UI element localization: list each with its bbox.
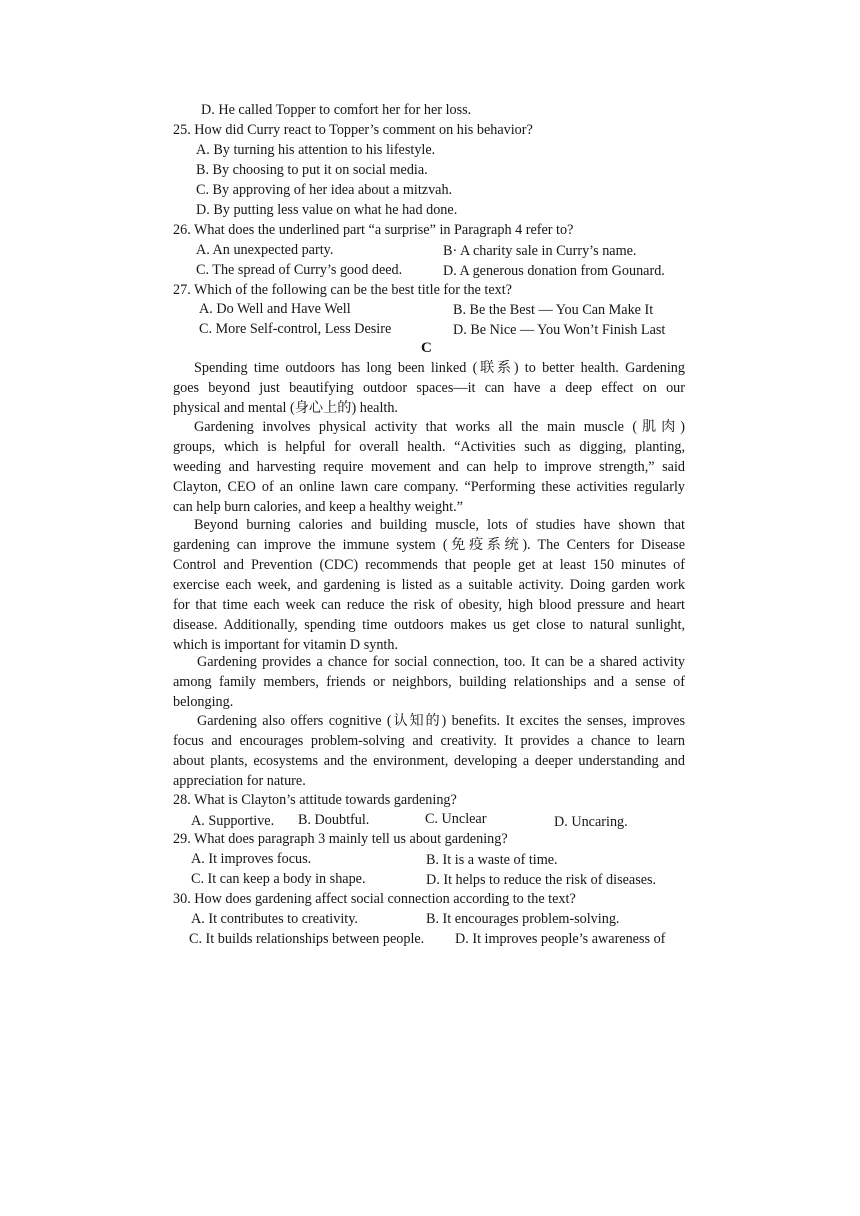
paragraph-line: among family members, friends or neighbors, building relationships and a sense of	[173, 674, 685, 690]
paragraph-line: can help burn calories, and keep a healthy weight.”	[173, 499, 463, 515]
paragraph-line: goes beyond just beautifying outdoor spaces—it can have a deep effect on our	[173, 380, 685, 396]
q29-stem: 29. What does paragraph 3 mainly tell us about gardening?	[173, 831, 508, 847]
q30-option-b: B. It encourages problem-solving.	[426, 911, 620, 927]
q30-option-c: C. It builds relationships between people.	[189, 931, 425, 947]
q26-option-a: A. An unexpected party.	[196, 242, 334, 258]
q25-option-c: C. By approving of her idea about a mitzvah.	[196, 182, 453, 198]
q30-option-a: A. It contributes to creativity.	[191, 911, 358, 927]
q25-option-b: B. By choosing to put it on social media.	[196, 162, 428, 178]
q27-option-d: D. Be Nice — You Won’t Finish Last	[453, 322, 666, 338]
q29-option-a: A. It improves focus.	[191, 851, 312, 867]
paragraph-line: exercise each week, and gardening is listed as a suitable activity. Doing garden work	[173, 577, 685, 593]
paragraph-line: Gardening involves physical activity that works all the main muscle (肌肉)	[194, 419, 685, 435]
passage-paragraph-3	[173, 515, 685, 655]
q25-stem: 25. How did Curry react to Topper’s comment on his behavior?	[173, 122, 533, 138]
q27-option-c: C. More Self-control, Less Desire	[199, 321, 392, 337]
q30-option-d: D. It improves people’s awareness of	[455, 931, 666, 947]
paragraph-line: focus and encourages problem-solving and creativity. It provides a chance to learn	[173, 733, 685, 749]
paragraph-line: disease. Additionally, spending time outdoors makes us get close to natural sunlight,	[173, 617, 685, 633]
passage-paragraph-2	[173, 417, 685, 517]
paragraph-line: gardening can improve the immune system (免疫系统). The Centers for Disease	[173, 537, 685, 553]
q27-option-b: B. Be the Best — You Can Make It	[453, 302, 654, 318]
paragraph-line: Control and Prevention (CDC) recommends that people get at least 150 minutes of	[173, 557, 685, 573]
q25-option-a: A. By turning his attention to his lifestyle.	[196, 142, 436, 158]
q29-option-c: C. It can keep a body in shape.	[191, 871, 366, 887]
q24-option-d: D. He called Topper to comfort her for her loss.	[201, 102, 472, 118]
passage-paragraph-4	[173, 652, 685, 712]
paragraph-line: weeding and harvesting require movement and can help to improve strength,” said	[173, 459, 685, 475]
q28-stem: 28. What is Clayton’s attitude towards gardening?	[173, 792, 457, 808]
paragraph-line: groups, which is helpful for overall health. “Activities such as digging, planting,	[173, 439, 685, 455]
paragraph-line: Gardening provides a chance for social connection, too. It can be a shared activity	[197, 654, 685, 670]
q30-stem: 30. How does gardening affect social connection according to the text?	[173, 891, 576, 907]
q28-option-b: B. Doubtful.	[298, 812, 370, 828]
paragraph-line: appreciation for nature.	[173, 773, 306, 789]
passage-paragraph-1	[173, 358, 685, 418]
q26-stem: 26. What does the underlined part “a surprise” in Paragraph 4 refer to?	[173, 222, 574, 238]
q28-option-a: A. Supportive.	[191, 813, 275, 829]
q28-option-d: D. Uncaring.	[554, 814, 628, 830]
passage-paragraph-5	[173, 711, 685, 791]
q28-option-c: C. Unclear	[425, 811, 487, 827]
q26-option-c: C. The spread of Curry’s good deed.	[196, 262, 403, 278]
paragraph-line: Beyond burning calories and building muscle, lots of studies have shown that	[194, 517, 685, 533]
q27-stem: 27. Which of the following can be the best title for the text?	[173, 282, 512, 298]
paragraph-line: Gardening also offers cognitive (认知的) benefits. It excites the senses, improves	[197, 713, 685, 729]
paragraph-line: Clayton, CEO of an online lawn care company. “Performing these activities regularly	[173, 479, 685, 495]
q26-option-d: D. A generous donation from Gounard.	[443, 263, 665, 279]
q29-option-d: D. It helps to reduce the risk of diseases.	[426, 872, 657, 888]
q26-option-b: B· A charity sale in Curry’s name.	[443, 243, 637, 259]
paragraph-line: which is important for vitamin D synth.	[173, 637, 399, 653]
passage-label: C	[421, 340, 432, 356]
paragraph-line: about plants, ecosystems and the environment, developing a deeper understanding and	[173, 753, 685, 769]
paragraph-line: for that time each week can reduce the risk of obesity, high blood pressure and heart	[173, 597, 685, 613]
q27-option-a: A. Do Well and Have Well	[199, 301, 351, 317]
q29-option-b: B. It is a waste of time.	[426, 852, 558, 868]
q25-option-d: D. By putting less value on what he had done.	[196, 202, 458, 218]
paragraph-line: belonging.	[173, 694, 234, 710]
paragraph-line: physical and mental (身心上的) health.	[173, 400, 398, 416]
paragraph-line: Spending time outdoors has long been linked (联系) to better health. Gardening	[194, 360, 685, 376]
